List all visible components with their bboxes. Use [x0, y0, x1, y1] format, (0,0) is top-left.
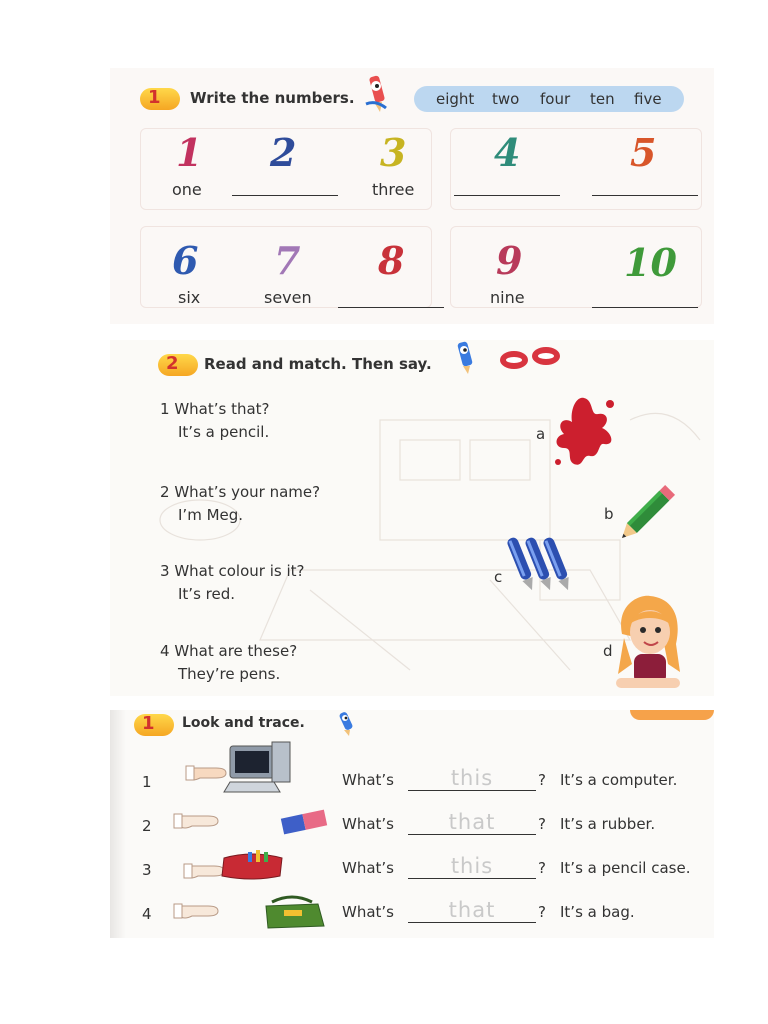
trace-word[interactable]: this [408, 766, 536, 791]
number-word: seven [264, 288, 312, 307]
row-number: 1 [142, 773, 152, 791]
answer-text: It’s a rubber. [560, 815, 656, 833]
paint-splash-icon[interactable] [550, 392, 620, 472]
pens-icon[interactable] [502, 534, 574, 596]
answer-blank[interactable] [592, 195, 698, 196]
decorative-shape [630, 710, 714, 720]
number-1: 1 [176, 130, 203, 175]
number-10: 10 [624, 240, 677, 285]
question-prefix: What’s [342, 903, 394, 921]
word-bank-item: eight [436, 90, 475, 108]
match-item [160, 640, 297, 686]
answer-blank[interactable] [338, 307, 444, 308]
exercise-number-badge: 1 [134, 714, 174, 736]
answer: I’m Meg. [178, 506, 244, 524]
answer-text: It’s a bag. [560, 903, 635, 921]
pencil-mascot-icon [364, 74, 392, 114]
number-word: one [172, 180, 202, 199]
pointing-hand-icon [170, 900, 220, 924]
mascots-icon [454, 340, 564, 376]
match-letter[interactable]: b [604, 505, 614, 523]
row-number: 2 [142, 817, 152, 835]
number-4: 4 [494, 130, 521, 175]
row-number: 3 [142, 861, 152, 879]
pencil-icon[interactable] [616, 478, 686, 540]
question: What’s your name? [174, 483, 321, 501]
question-prefix: What’s [342, 815, 394, 833]
number-5: 5 [630, 130, 657, 175]
number-9: 9 [496, 238, 523, 283]
exercise-heading: Read and match. Then say. [204, 355, 432, 373]
number-word: six [178, 288, 201, 307]
question-mark: ? [538, 903, 546, 921]
trace-word[interactable]: this [408, 854, 536, 879]
rubber-icon [278, 808, 330, 836]
answer: It’s red. [178, 585, 236, 603]
question-mark: ? [538, 815, 546, 833]
match-letter[interactable]: a [536, 425, 546, 443]
number-2: 2 [270, 130, 297, 175]
item-number: 3 [160, 562, 170, 580]
match-letter[interactable]: d [603, 642, 613, 660]
trace-word[interactable]: that [408, 810, 536, 835]
question-mark: ? [538, 771, 546, 789]
number-8: 8 [378, 238, 405, 283]
answer-blank[interactable] [232, 195, 338, 196]
page-gutter [110, 710, 126, 938]
answer: It’s a pencil. [178, 423, 270, 441]
number-7: 7 [274, 238, 301, 283]
girl-icon[interactable] [610, 594, 686, 694]
bag-icon [262, 892, 328, 932]
item-number: 2 [160, 483, 170, 501]
word-bank-item: two [492, 90, 520, 108]
match-letter[interactable]: c [494, 568, 503, 586]
computer-icon [224, 740, 294, 796]
number-3: 3 [380, 130, 407, 175]
question-prefix: What’s [342, 859, 394, 877]
number-6: 6 [172, 238, 199, 283]
exercise-heading: Look and trace. [182, 715, 305, 731]
row-number: 4 [142, 905, 152, 923]
exercise-heading: Write the numbers. [190, 89, 355, 107]
exercise-write-numbers [110, 68, 714, 324]
answer: They’re pens. [178, 665, 281, 683]
exercise-read-match [110, 340, 714, 696]
exercise-number-badge: 2 [158, 354, 198, 376]
question-prefix: What’s [342, 771, 394, 789]
match-item [160, 560, 304, 606]
word-bank-item: four [540, 90, 571, 108]
number-word: nine [490, 288, 525, 307]
exercise-number-badge: 1 [140, 88, 180, 110]
background-box [450, 128, 702, 210]
exercise-look-trace [110, 710, 714, 938]
question: What are these? [174, 642, 298, 660]
answer-blank[interactable] [454, 195, 560, 196]
answer-text: It’s a pencil case. [560, 859, 691, 877]
question-mark: ? [538, 859, 546, 877]
word-bank-item: five [634, 90, 662, 108]
match-item [160, 398, 270, 444]
word-bank [414, 86, 684, 112]
question: What colour is it? [174, 562, 305, 580]
trace-word[interactable]: that [408, 898, 536, 923]
match-item [160, 481, 320, 527]
answer-blank[interactable] [592, 307, 698, 308]
pencil-case-icon [218, 848, 286, 882]
number-word: three [372, 180, 415, 199]
pencil-mascot-icon [336, 710, 362, 736]
word-bank-item: ten [590, 90, 615, 108]
question: What’s that? [174, 400, 270, 418]
pointing-hand-icon [170, 810, 220, 834]
item-number: 1 [160, 400, 170, 418]
answer-text: It’s a computer. [560, 771, 678, 789]
item-number: 4 [160, 642, 170, 660]
